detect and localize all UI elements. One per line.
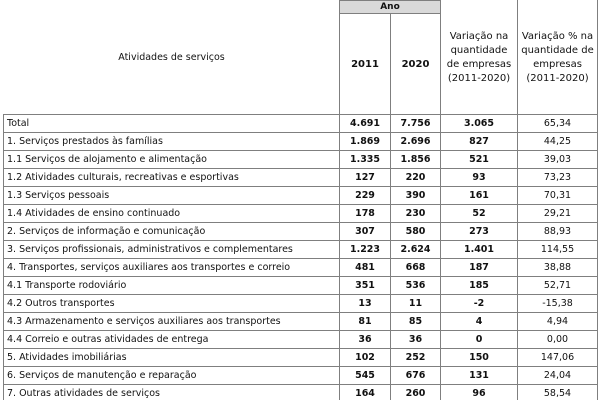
count-2020-cell: 580 (391, 223, 441, 241)
table-row (4, 277, 598, 295)
count-2011-cell: 178 (340, 205, 391, 223)
activity-cell: 4. Transportes, serviços auxiliares aos transportes e correio (4, 259, 340, 277)
count-2020-cell: 676 (391, 367, 441, 385)
count-2020-cell: 11 (391, 295, 441, 313)
variation-qty-cell: 187 (441, 259, 518, 277)
variation-pct-cell: 52,71 (518, 277, 598, 295)
variation-qty-cell: 827 (441, 133, 518, 151)
table-row (4, 187, 598, 205)
count-2020-cell: 85 (391, 313, 441, 331)
activity-cell: 5. Atividades imobiliárias (4, 349, 340, 367)
year-group-header: Ano (340, 1, 441, 14)
total-row (4, 115, 598, 133)
variation-pct-cell: 114,55 (518, 241, 598, 259)
activity-cell: 1. Serviços prestados às famílias (4, 133, 340, 151)
count-2020-cell: 2.696 (391, 133, 441, 151)
variation-qty-cell: 521 (441, 151, 518, 169)
table-row (4, 151, 598, 169)
variation-pct-cell: 147,06 (518, 349, 598, 367)
variation-qty-cell: 0 (441, 331, 518, 349)
count-2011-cell: 81 (340, 313, 391, 331)
count-2011-cell: 1.223 (340, 241, 391, 259)
activity-cell: 3. Serviços profissionais, administrativos e complementares (4, 241, 340, 259)
activity-cell: 1.3 Serviços pessoais (4, 187, 340, 205)
table-row (4, 205, 598, 223)
count-2011-cell: 1.335 (340, 151, 391, 169)
table-row (4, 133, 598, 151)
activity-cell: 4.1 Transporte rodoviário (4, 277, 340, 295)
count-2011-cell: 13 (340, 295, 391, 313)
activity-column-header: Atividades de serviços (4, 1, 340, 115)
count-2011-cell: 351 (340, 277, 391, 295)
variation-qty-cell: 1.401 (441, 241, 518, 259)
activity-cell: 1.2 Atividades culturais, recreativas e esportivas (4, 169, 340, 187)
year-2011-header: 2011 (340, 14, 391, 115)
count-2011-cell: 4.691 (340, 115, 391, 133)
count-2020-cell: 7.756 (391, 115, 441, 133)
count-2020-cell: 36 (391, 331, 441, 349)
services-table (3, 0, 598, 400)
variation-qty-cell: 185 (441, 277, 518, 295)
activity-cell: 1.4 Atividades de ensino continuado (4, 205, 340, 223)
table-row (4, 241, 598, 259)
count-2020-cell: 536 (391, 277, 441, 295)
variation-pct-cell: 38,88 (518, 259, 598, 277)
activity-cell: 4.2 Outros transportes (4, 295, 340, 313)
variation-qty-cell: 273 (441, 223, 518, 241)
activity-cell: 7. Outras atividades de serviços (4, 385, 340, 400)
count-2020-cell: 1.856 (391, 151, 441, 169)
count-2011-cell: 102 (340, 349, 391, 367)
variation-qty-cell: 3.065 (441, 115, 518, 133)
count-2011-cell: 545 (340, 367, 391, 385)
table-row (4, 295, 598, 313)
count-2011-cell: 36 (340, 331, 391, 349)
count-2011-cell: 164 (340, 385, 391, 400)
count-2011-cell: 229 (340, 187, 391, 205)
table-row (4, 169, 598, 187)
table-row (4, 223, 598, 241)
activity-cell: 6. Serviços de manutenção e reparação (4, 367, 340, 385)
activity-cell: 4.4 Correio e outras atividades de entrega (4, 331, 340, 349)
year-2020-header: 2020 (391, 14, 441, 115)
variation-pct-cell: 0,00 (518, 331, 598, 349)
variation-qty-cell: 96 (441, 385, 518, 400)
activity-cell: Total (4, 115, 340, 133)
variation-pct-header: Variação % na quantidade de empresas (2011-2020) (518, 1, 598, 115)
variation-pct-cell: 65,34 (518, 115, 598, 133)
variation-qty-header: Variação na quantidade de empresas (2011-2020) (441, 1, 518, 115)
variation-qty-cell: 150 (441, 349, 518, 367)
variation-pct-cell: 24,04 (518, 367, 598, 385)
variation-qty-cell: 93 (441, 169, 518, 187)
variation-pct-cell: 44,25 (518, 133, 598, 151)
variation-qty-cell: 161 (441, 187, 518, 205)
variation-pct-cell: 70,31 (518, 187, 598, 205)
count-2020-cell: 230 (391, 205, 441, 223)
count-2020-cell: 668 (391, 259, 441, 277)
count-2011-cell: 127 (340, 169, 391, 187)
count-2020-cell: 2.624 (391, 241, 441, 259)
variation-pct-cell: 4,94 (518, 313, 598, 331)
table-row (4, 313, 598, 331)
table-row (4, 331, 598, 349)
variation-pct-cell: 88,93 (518, 223, 598, 241)
variation-pct-cell: -15,38 (518, 295, 598, 313)
variation-qty-cell: 4 (441, 313, 518, 331)
table-row (4, 367, 598, 385)
count-2011-cell: 1.869 (340, 133, 391, 151)
variation-qty-cell: 131 (441, 367, 518, 385)
activity-cell: 4.3 Armazenamento e serviços auxiliares aos transportes (4, 313, 340, 331)
variation-qty-cell: 52 (441, 205, 518, 223)
table-row (4, 349, 598, 367)
count-2020-cell: 390 (391, 187, 441, 205)
count-2011-cell: 481 (340, 259, 391, 277)
variation-qty-cell: -2 (441, 295, 518, 313)
table-body (4, 115, 598, 400)
variation-pct-cell: 73,23 (518, 169, 598, 187)
variation-pct-cell: 58,54 (518, 385, 598, 400)
variation-pct-cell: 39,03 (518, 151, 598, 169)
variation-pct-cell: 29,21 (518, 205, 598, 223)
activity-cell: 2. Serviços de informação e comunicação (4, 223, 340, 241)
count-2020-cell: 252 (391, 349, 441, 367)
table-row (4, 385, 598, 400)
count-2020-cell: 260 (391, 385, 441, 400)
count-2020-cell: 220 (391, 169, 441, 187)
table-row (4, 259, 598, 277)
activity-cell: 1.1 Serviços de alojamento e alimentação (4, 151, 340, 169)
count-2011-cell: 307 (340, 223, 391, 241)
